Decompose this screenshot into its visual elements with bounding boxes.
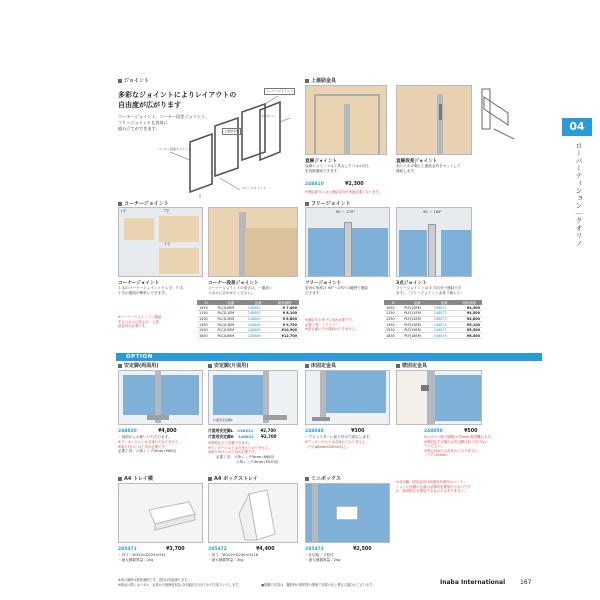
table-cell: ¥ 7,400 xyxy=(271,305,299,311)
chapter-label: ローパーティション｜クオリノ xyxy=(575,142,583,247)
diagram-label-cap: L字カバー xyxy=(262,114,276,118)
wall-photo xyxy=(396,370,482,425)
free-note-1: ※連結するまで工具が必要です。 xyxy=(305,318,356,322)
table-cell: PLCJ18EM xyxy=(215,333,245,339)
stand-one-price-rows xyxy=(208,428,276,440)
footer-brand: Inaba International xyxy=(440,579,506,586)
a4-box-info xyxy=(208,553,258,563)
table-cell: PLCJ13EM xyxy=(215,322,245,328)
free-header-cell: 品番 xyxy=(432,300,457,305)
header-desc-3: 組み立てができます。 xyxy=(118,126,160,131)
step-joint-detail-svg xyxy=(474,85,522,147)
step-joint-detail xyxy=(474,85,522,147)
a4-tray-price: ¥3,700 xyxy=(166,547,185,552)
headline-line-2: 自由度が広がります xyxy=(118,101,181,109)
page-number: 167 xyxy=(520,579,532,586)
top-joint-price-row xyxy=(305,181,364,187)
wall-price: ¥500 xyxy=(464,429,478,434)
minibox-line-1: ・仕切板／２枚付 xyxy=(305,553,334,557)
table-cell: 248865 xyxy=(246,327,271,333)
step-joint-info xyxy=(396,158,461,174)
corner-note-2: するパネルの高さが、上連 xyxy=(118,319,159,324)
three-point-desc-2: ます。（フリージョイント金具３個入り） xyxy=(396,291,464,295)
table-cell: 1050 xyxy=(197,305,215,311)
stand-both-price: ¥4,800 xyxy=(158,429,177,434)
table-cell: 1350 xyxy=(384,322,402,328)
floor-red-1: ※アンカーボルトは含まれておりません。 xyxy=(305,440,369,444)
table-cell: ¥ 9,700 xyxy=(271,322,299,328)
table-cell: 1550 xyxy=(197,327,215,333)
stand-one-code-a: 248831 xyxy=(237,428,254,433)
diagram-label-top: 上連結金具 xyxy=(224,129,240,133)
three-point-info xyxy=(396,280,464,296)
step-joint-photo xyxy=(396,85,472,155)
straight-joint-desc-2: を直線連結できます。 xyxy=(305,169,341,173)
top-joint-code: 248810 xyxy=(305,182,324,187)
free-price-table xyxy=(384,300,482,339)
a4-tray-photo xyxy=(118,483,203,543)
wall-red-1: ※パネルと壁の隙間は 25mm 程度離れます。 xyxy=(424,435,494,439)
stand-one-red-3: ※取り付けには工具が必要です。 xyxy=(208,450,259,455)
table-cell: 248874 xyxy=(432,322,457,328)
straight-joint-desc-1: 直線ジョイントは工具なしでパネル同士 xyxy=(305,164,370,168)
floor-red-2: （下穴φ8mm×20mm以上） xyxy=(305,444,351,449)
corner-joint-info xyxy=(118,280,187,296)
step-corner-photo xyxy=(208,207,298,277)
a4-box-price: ¥4,400 xyxy=(256,547,275,552)
table-cell: ¥4,800 xyxy=(456,316,482,322)
table-cell: PLFJ15EM xyxy=(402,327,431,333)
corner-header-cell: 税抜価格 xyxy=(271,300,299,305)
step-joint-desc-2: 連結します。 xyxy=(396,169,418,173)
option-note xyxy=(396,480,471,494)
corner-joint-name: コーナージョイント xyxy=(118,281,160,286)
table-cell: 248875 xyxy=(432,327,457,333)
table-cell: ¥4,300 xyxy=(456,305,482,311)
section-title-joint: ジョイント xyxy=(118,77,149,84)
stand-one-red-1: ※壁際などに設置できます。 xyxy=(208,441,252,445)
table-cell: 1550 xyxy=(384,327,402,333)
stand-one-line-2: 六角レンチ4mm (M10用) xyxy=(236,459,279,464)
free-desc-1: 室内の角度は 90°〜270°の範囲で連結 xyxy=(305,286,368,290)
step-joint-desc-1: 高いパネル側に上連結金具をセットして xyxy=(396,164,461,168)
wall-red-3: でください。 xyxy=(424,444,445,449)
stand-one-label-b: 片面用安定脚R xyxy=(208,434,234,439)
minibox-info xyxy=(305,553,340,563)
table-cell: PLCJ12EM xyxy=(215,316,245,322)
a4-tray-line-2: ・最大積載質量／2kg xyxy=(118,558,154,562)
table-cell: PLFJ13EM xyxy=(402,322,431,328)
table-cell: 248861 xyxy=(246,305,271,311)
table-cell: 1150 xyxy=(197,311,215,317)
three-point-desc-1: フリージョイントは 3 方向まで連結でき xyxy=(396,286,462,290)
a4-box-price-row xyxy=(208,546,275,552)
table-cell: ¥ 8,100 xyxy=(271,311,299,317)
table-cell: ¥6,500 xyxy=(456,333,482,339)
table-cell: ¥10,900 xyxy=(271,327,299,333)
stand-both-red-1: ※アンカーボルトは含まれておりません。 xyxy=(118,440,182,444)
corner-header-cell: 品番 xyxy=(246,300,271,305)
table-cell: 1050 xyxy=(384,305,402,311)
diagram-label-step: コーナー段差ジョイント xyxy=(158,147,191,151)
a4-tray-line-1: ・内寸／W320×D225×H34 xyxy=(118,553,166,557)
label-t: T字 xyxy=(164,209,170,213)
table-cell: PLCJ10EM xyxy=(215,305,245,311)
diagram-leader-1 xyxy=(220,178,240,190)
stand-both-title: 安定脚(両面用) xyxy=(118,362,159,369)
step-corner-desc-1: コーナージョイントの高さは、一番高い xyxy=(208,286,273,290)
table-cell: PLFJ18EM xyxy=(402,333,431,339)
step-joint-name: 直線段差ジョイント xyxy=(396,159,438,164)
free-desc-2: できます。 xyxy=(305,291,323,295)
a4-box-svg xyxy=(209,484,298,543)
table-cell: 1150 xyxy=(384,311,402,317)
minibox-code: 285473 xyxy=(305,547,324,552)
corner-note xyxy=(118,315,161,329)
table-cell: PLFJ11EM xyxy=(402,311,431,317)
section-title-corner: コーナージョイント xyxy=(118,200,169,207)
option-note-2: ションの先端の正面の品場所を推奨するものです xyxy=(396,484,471,489)
free-note xyxy=(305,318,359,332)
stand-one-code-b: 248832 xyxy=(237,434,254,439)
free-table-body xyxy=(384,305,482,339)
detail-post xyxy=(482,89,490,129)
corner-price-table xyxy=(197,300,299,339)
a4-tray-svg xyxy=(119,484,203,543)
a4-tray-title: A4 トレイ横 xyxy=(118,475,153,482)
headline-line-1: 多彩なジョイントによりレイアウトの xyxy=(118,91,237,99)
straight-joint-info xyxy=(305,158,370,174)
stand-one-label-a: 片面用安定脚L xyxy=(208,428,234,433)
table-cell: 248863 xyxy=(246,316,271,322)
step-corner-name: コーナー段差ジョイント xyxy=(208,281,259,286)
table-cell: ¥12,700 xyxy=(271,333,299,339)
floor-line-1: ・アジャスターに取り付けて固定します。 xyxy=(305,435,373,439)
top-joint-price: ¥2,300 xyxy=(345,182,364,187)
wall-price-row xyxy=(424,428,477,434)
stand-both-info xyxy=(118,435,182,454)
free-note-2: 必要工具：ドライバー xyxy=(305,322,339,327)
a4-tray-info xyxy=(118,553,166,563)
footer-note-3: ●掲載の写真は、撮影時の照明等の関係で実際の色と異なる場合がございます。 xyxy=(261,582,376,587)
table-cell: 248871 xyxy=(432,305,457,311)
header-desc-1: コーナージョイント、コーナー段差ジョイント、 xyxy=(118,114,210,119)
table-row xyxy=(384,333,482,339)
joint-diagram xyxy=(158,89,298,202)
table-cell: 248862 xyxy=(246,311,271,317)
step-corner-info xyxy=(208,280,273,296)
free-header-cell: 税抜価格 xyxy=(456,300,482,305)
corner-header-cell: 品番 xyxy=(215,300,245,305)
a4-box-code: 285472 xyxy=(208,547,227,552)
three-point-name: 3点ジョイント xyxy=(396,281,427,286)
top-joint-note: ※連結部分には上連結金具が別途必要になります。 xyxy=(305,190,383,194)
header-desc-2: フリージョイントも容易に xyxy=(118,120,168,125)
diagram-label-corner: コーナージョイント xyxy=(266,89,293,93)
a4-box-title: A4 ボックストレイ xyxy=(208,475,258,482)
table-cell: 1850 xyxy=(384,333,402,339)
corner-note-3: 結金具が必要です。 xyxy=(118,324,149,329)
angle-label-1: 90 〜 270° xyxy=(336,210,356,214)
wall-title: 壁固定金具 xyxy=(396,362,427,369)
diagram-leader-4 xyxy=(280,118,290,122)
minibox-title: ミニボックス xyxy=(305,475,341,482)
floor-photo xyxy=(305,370,390,425)
a4-box-line-1: ・内寸／W102×D230×H218 xyxy=(208,553,258,557)
a4-box-photo xyxy=(208,483,298,543)
table-cell: PLFJ10EM xyxy=(402,305,431,311)
option-note-3: か、転倒防止を保証するものではありません。 xyxy=(396,489,468,494)
stand-one-info xyxy=(208,441,278,465)
wall-red-2: ※壁固定する場合は安定脚は取り付けない xyxy=(424,439,488,444)
diagram-panel-2 xyxy=(215,118,238,176)
table-cell: 1250 xyxy=(384,316,402,322)
detail-leader xyxy=(494,129,514,139)
diagram-panel-4 xyxy=(260,102,280,160)
floor-price: ¥300 xyxy=(351,429,365,434)
floor-price-row xyxy=(305,428,364,434)
stand-one-price-b: ¥2,700 xyxy=(261,434,277,439)
stand-both-line-1: ・両面からお使いいただけます。 xyxy=(118,435,172,439)
table-cell: PLCJ15EM xyxy=(215,327,245,333)
detail-bracket xyxy=(484,97,508,125)
label-x: 十字 xyxy=(164,242,171,246)
stand-both-line-2: 必要工具：六角レンチ5mm (M6用) xyxy=(118,449,177,454)
stand-both-price-row xyxy=(118,428,177,434)
table-cell: ¥4,500 xyxy=(456,311,482,317)
table-cell: 1350 xyxy=(197,322,215,328)
table-cell: 248866 xyxy=(246,333,271,339)
three-point-photo xyxy=(396,207,472,277)
section-title-free: フリージョイント xyxy=(305,200,351,207)
stand-both-photo xyxy=(118,370,203,425)
footer-note-1: ※表示価格は税抜価格です。送料は別途承ります。 xyxy=(118,578,191,582)
stand-both-code: 248820 xyxy=(118,429,137,434)
table-row xyxy=(197,333,299,339)
table-cell: 248873 xyxy=(432,316,457,322)
free-joint-name: フリージョイント xyxy=(305,281,342,286)
angle-label-2: 90 〜 180° xyxy=(423,210,443,214)
corner-desc-1: １本のコーナージョイントで L 字、T 字、 xyxy=(118,286,187,290)
minibox-photo xyxy=(305,483,390,543)
minibox-line-2: ・最大積載質量／2kg xyxy=(305,558,341,562)
corner-desc-2: 十字の連結が簡単にできます。 xyxy=(118,291,169,295)
corner-joint-photo xyxy=(118,207,203,277)
free-header-cell: 品番 xyxy=(402,300,431,305)
corner-note-1: ※コーナージョイントに連結 xyxy=(118,315,162,319)
floor-info xyxy=(305,435,373,449)
wall-red-4: ※固定用ねじは含まれておりません。 xyxy=(424,448,482,453)
stand-one-photo xyxy=(208,370,298,425)
stand-one-price-a: ¥2,700 xyxy=(260,428,276,433)
corner-table-body xyxy=(197,305,299,339)
a4-box-line-2: ・最大積載質量／2kg xyxy=(208,558,244,562)
label-l: L字 xyxy=(121,209,126,213)
free-joint-info xyxy=(305,280,368,296)
minibox-price: ¥2,500 xyxy=(353,547,372,552)
section-title-top-joint: 上連結金具 xyxy=(305,77,336,84)
table-cell: ¥5,100 xyxy=(456,322,482,328)
chapter-tab: 04 xyxy=(562,118,592,136)
table-cell: 1250 xyxy=(197,316,215,322)
floor-title: 床固定金具 xyxy=(305,362,336,369)
straight-joint-photo xyxy=(305,85,387,155)
table-cell: PLCJ11EM xyxy=(215,311,245,317)
free-joint-photo xyxy=(305,207,390,277)
diagram-panel-3 xyxy=(242,104,265,160)
step-corner-desc-2: パネルに合わせてください。 xyxy=(208,291,255,295)
diagram-panel-1 xyxy=(190,134,212,192)
table-cell: 248872 xyxy=(432,311,457,317)
corner-header-cell: H xyxy=(197,300,215,305)
minibox-price-row xyxy=(305,546,372,552)
stand-both-red-2: ※取り付けには工具が必要です。 xyxy=(118,444,169,449)
footer-note-2: ※納品の際にはパネル、金具がの後梱包材及び付属品を当社でお引き取りいたします。 xyxy=(118,582,242,587)
stand-one-caption: 片面用安定脚L xyxy=(213,418,233,422)
wall-red-5: （下穴は4mm） xyxy=(424,453,450,458)
diagram-label-free: フリージョイント xyxy=(242,186,266,190)
free-note-3: ※高さ違いでの連結はできません。 xyxy=(305,327,359,332)
stand-one-red-2: ※アンカーボルトは含まれておりません。 xyxy=(208,445,272,450)
stand-one-line-1: 必要工具：六角レンチ5mm (M6用) xyxy=(216,454,275,459)
straight-joint-name: 直線ジョイント xyxy=(305,159,338,164)
wall-info xyxy=(424,435,494,458)
free-header-cell: H xyxy=(384,300,402,305)
table-cell: ¥ 8,800 xyxy=(271,316,299,322)
a4-tray-code: 285471 xyxy=(118,547,137,552)
a4-tray-price-row xyxy=(118,546,185,552)
stand-one-title: 安定脚(片面用) xyxy=(208,362,249,369)
table-cell: 248864 xyxy=(246,322,271,328)
table-cell: PLFJ12EM xyxy=(402,316,431,322)
table-cell: 1850 xyxy=(197,333,215,339)
stand-one-row-b xyxy=(208,434,276,440)
table-cell: ¥5,500 xyxy=(456,327,482,333)
wall-code: 248850 xyxy=(424,429,443,434)
diagram-leader-2 xyxy=(170,152,190,160)
option-bar: OPTION xyxy=(116,353,542,361)
option-note-1: ※全店舗、固定金具は両面用を使用のパーティ xyxy=(396,480,467,484)
floor-code: 248840 xyxy=(305,429,324,434)
table-cell: 248876 xyxy=(432,333,457,339)
